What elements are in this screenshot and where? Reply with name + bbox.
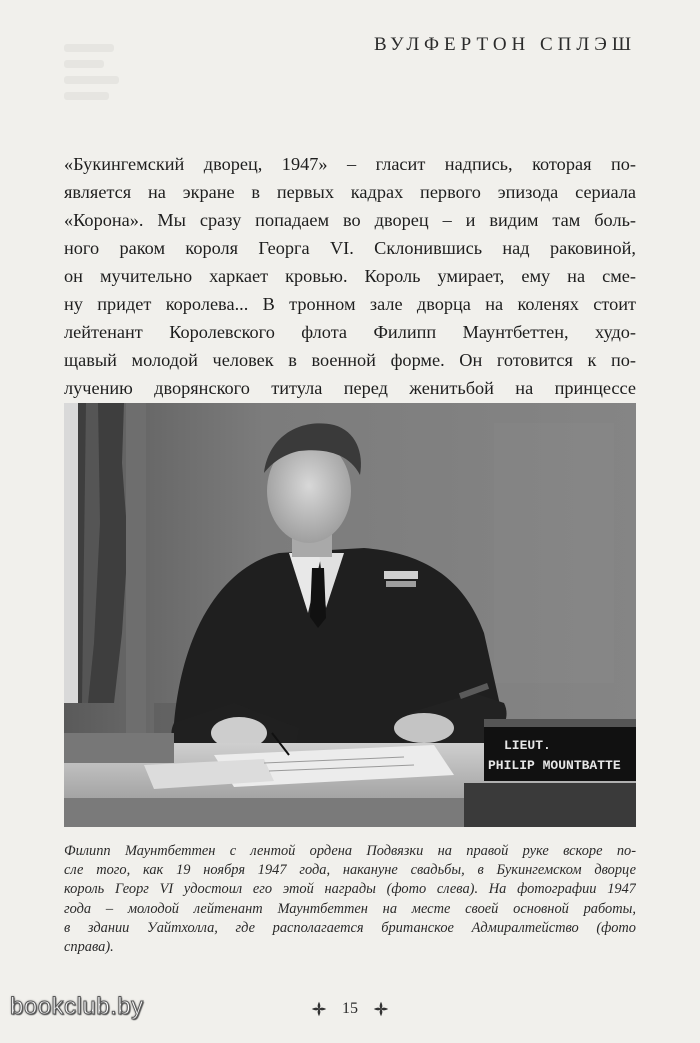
- fleuron-right-icon: [372, 1000, 390, 1018]
- paragraph-line: лейтенант Королевского флота Филипп Маунтбеттен, худо-: [64, 322, 636, 342]
- watermark-logo: bookclub.by: [10, 993, 144, 1020]
- fleuron-left-icon: [310, 1000, 328, 1018]
- caption-line: Филипп Маунтбеттен с лентой ордена Подвязки на правой руке вскоре по-: [64, 843, 636, 859]
- nameplate-line1: LIEUT.: [504, 738, 551, 753]
- bleed-through-text: [64, 44, 124, 108]
- photo-illustration: [64, 403, 636, 827]
- paragraph-line: ного раком короля Георга VI. Склонившись над раковиной,: [64, 238, 636, 258]
- paragraph-line: ну придет королева... В тронном зале дворца на коленях стоит: [64, 294, 636, 314]
- caption-line: года – молодой лейтенант Маунтбеттен на месте своей основной работы,: [64, 900, 636, 917]
- photo-caption: [64, 842, 636, 957]
- caption-line: в здании Уайтхолла, где располагается британское Адмиралтейство (фото: [64, 919, 636, 936]
- paragraph-line: он мучительно харкает кровью. Король умирает, ему на сме-: [64, 266, 636, 286]
- paragraph-line: щавый молодой человек в военной форме. Он готовится к по-: [64, 350, 636, 370]
- page-number: 15: [342, 1000, 358, 1017]
- paragraph-line: «Букингемский дворец, 1947» – гласит надпись, которая по-: [64, 154, 636, 174]
- body-paragraph: [64, 150, 636, 402]
- photograph: [64, 403, 636, 827]
- running-head: ВУЛФЕРТОН СПЛЭШ: [373, 34, 636, 55]
- caption-line: король Георг VI удостоил его этой награды (фото слева). На фотографии 1947: [64, 881, 636, 898]
- paragraph-line: «Корона». Мы сразу попадаем во дворец – и видим там боль-: [64, 210, 636, 230]
- paragraph-line: является на экране в первых кадрах первого эпизода сериала: [64, 182, 636, 202]
- caption-line: справа).: [64, 939, 114, 956]
- nameplate-line2: PHILIP MOUNTBATTE: [488, 758, 621, 773]
- caption-line: сле того, как 19 ноября 1947 года, накануне свадьбы, в Букингемском дворце: [64, 862, 636, 879]
- paragraph-line: лучению дворянского титула перед женитьбой на принцессе: [64, 378, 636, 398]
